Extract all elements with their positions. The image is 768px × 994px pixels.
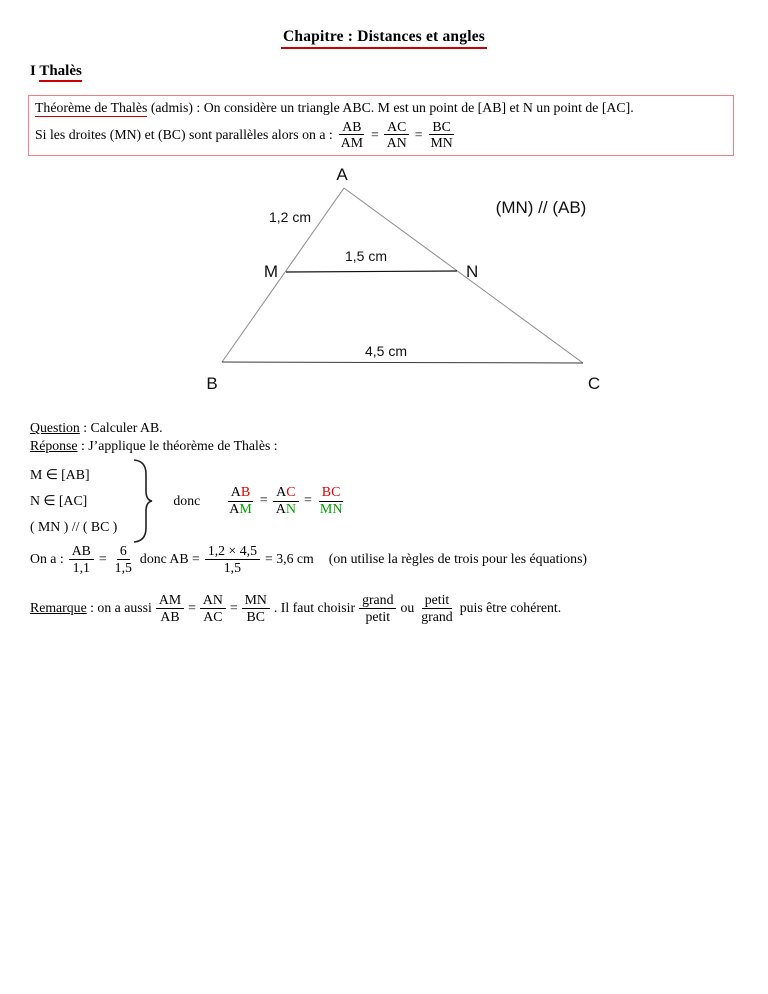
question-label: Question xyxy=(30,420,80,435)
fraction-product: $\frac{1,2 \times 4,5}{1,5}$ xyxy=(205,543,260,576)
colored-fraction-ac-an: $\frac{AC}{AN}$ xyxy=(273,485,299,518)
hypothesis-2: N ∈ [AC] xyxy=(30,493,88,509)
answer-label: Réponse xyxy=(30,438,78,454)
donc-word: donc xyxy=(173,493,201,509)
calc-mid-text: donc AB = xyxy=(139,551,200,567)
calc-note: (on utilise la règles de trois pour les équations) xyxy=(328,551,588,567)
equals-sign: = xyxy=(414,126,423,142)
point-label-n: N xyxy=(466,262,479,281)
remark-label: Remarque xyxy=(30,600,87,616)
length-am-label: 1,2 cm xyxy=(268,209,312,225)
hypothesis-1: M ∈ [AB] xyxy=(30,467,90,483)
calculation-line xyxy=(30,543,587,576)
fraction-ac-an: $\frac{AC}{AN}$ xyxy=(384,119,410,152)
segment-mn-line xyxy=(286,271,457,272)
title-container xyxy=(0,28,768,49)
equals-sign: = xyxy=(229,600,238,616)
theorem-line2-prefix: Si les droites (MN) et (BC) sont parallèles alors on a : xyxy=(35,126,333,142)
hypotheses-list xyxy=(30,462,117,540)
vertex-label-a: A xyxy=(336,165,348,184)
theorem-line1-text: (admis) : On considère un triangle ABC. M est un point de [AB] et N un point de [AC]. xyxy=(147,100,634,115)
remark-ou: ou xyxy=(400,600,415,616)
length-mn-label: 1,5 cm xyxy=(344,248,388,264)
equals-sign: = xyxy=(303,493,312,509)
answer-line xyxy=(30,437,345,455)
theorem-box xyxy=(28,95,734,156)
vertex-label-c: C xyxy=(587,374,601,393)
section-numeral: I xyxy=(30,63,40,79)
remark-text3: puis être cohérent. xyxy=(459,600,562,616)
triangle-figure xyxy=(190,155,660,410)
theorem-label: Théorème de Thalès xyxy=(35,100,148,115)
colored-ratio-row xyxy=(226,485,345,518)
fraction-an-ac: $\frac{AN}{AC}$ xyxy=(200,592,226,625)
remark-text2: . Il faut choisir xyxy=(273,600,356,616)
theorem-line2 xyxy=(35,119,727,152)
page-title: Chapitre : Distances et angles xyxy=(281,28,487,49)
section-heading xyxy=(30,63,82,80)
equals-sign: = xyxy=(98,551,107,567)
right-brace-icon xyxy=(131,458,155,544)
remark-line xyxy=(30,592,561,625)
remark-text1: : on a aussi xyxy=(86,600,152,616)
section-heading-text: Thalès xyxy=(39,63,82,82)
hypothesis-3: ( MN ) // ( BC ) xyxy=(30,519,118,535)
length-bc-label: 4,5 cm xyxy=(364,343,408,359)
vertex-label-b: B xyxy=(206,374,218,393)
fraction-ab-11: $\frac{AB}{1,1}$ xyxy=(69,543,94,576)
question-line xyxy=(30,419,345,437)
colored-fraction-bc-mn: $\frac{BC}{MN}$ xyxy=(319,484,343,517)
fraction-ab-am: $\frac{AB}{AM}$ xyxy=(340,118,363,151)
fraction-mn-bc: $\frac{MN}{BC}$ xyxy=(242,592,270,625)
hypotheses-system xyxy=(30,458,345,544)
remark-label-wrap xyxy=(30,600,152,616)
theorem-line1 xyxy=(35,99,727,118)
answer-text: : J’applique le théorème de Thalès : xyxy=(77,438,278,454)
parallel-note: (MN) // (AB) xyxy=(495,198,587,217)
side-bc-line xyxy=(222,362,583,363)
calc-prefix: On a : xyxy=(30,551,64,567)
fraction-6-15: $\frac{6}{1,5}$ xyxy=(114,543,132,575)
solution-section xyxy=(30,419,345,544)
calc-result: = 3,6 cm xyxy=(265,551,314,567)
fraction-grand-petit: $\frac{\text{grand}}{\text{petit}}$ xyxy=(359,592,396,625)
colored-fraction-ab-am: $\frac{AB}{AM}$ xyxy=(229,484,252,517)
triangle-svg xyxy=(190,155,660,405)
equals-sign: = xyxy=(370,126,379,142)
fraction-petit-grand: $\frac{\text{petit}}{\text{grand}}$ xyxy=(421,592,453,624)
point-label-m: M xyxy=(263,262,278,281)
equals-sign: = xyxy=(188,600,196,616)
equals-sign: = xyxy=(259,493,268,509)
question-text: : Calculer AB. xyxy=(79,420,163,435)
fraction-am-ab: $\frac{AM}{AB}$ xyxy=(156,592,184,625)
fraction-bc-mn: $\frac{BC}{MN}$ xyxy=(430,118,453,151)
